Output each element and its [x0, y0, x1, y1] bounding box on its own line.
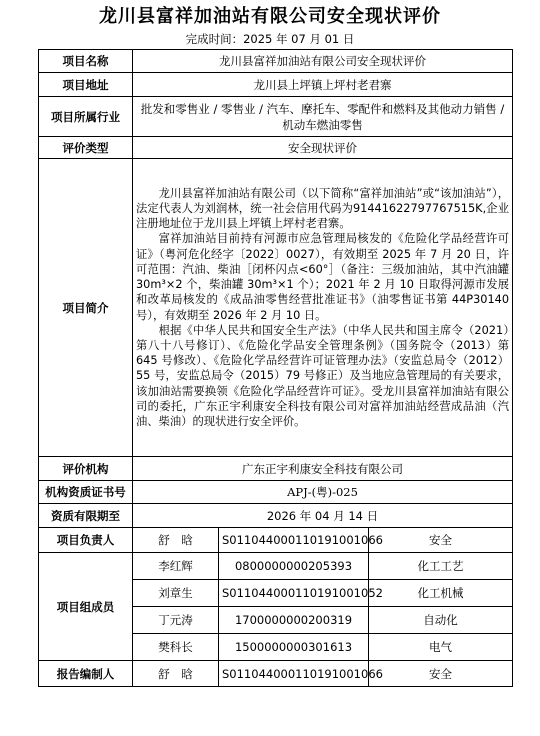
eval-type-label: 评价类型	[39, 137, 133, 159]
row-industry	[39, 97, 513, 137]
cert-no-label: 机构资质证书号	[39, 481, 133, 504]
member-name: 樊科长	[133, 634, 219, 661]
leader-major: 安全	[369, 528, 513, 553]
intro-text	[133, 159, 513, 457]
project-address-value: 龙川县上坪镇上坪村老君寨	[133, 73, 513, 97]
member-cert: 1700000000200319	[219, 607, 369, 634]
project-name-value: 龙川县富祥加油站有限公司安全现状评价	[133, 50, 513, 73]
intro-label: 项目简介	[39, 159, 133, 457]
eval-org-value: 广东正宇利康安全科技有限公司	[133, 457, 513, 481]
member-cert: 1500000000301613	[219, 634, 369, 661]
member-cert: 0800000000205393	[219, 553, 369, 580]
leader-label: 项目负责人	[39, 528, 133, 553]
valid-until-label: 资质有限期至	[39, 504, 133, 528]
evaluation-info-table	[38, 49, 513, 687]
leader-name: 舒 晗	[133, 528, 219, 553]
member-cert: S011044000110191001052	[219, 580, 369, 607]
industry-value: 批发和零售业 / 零售业 / 汽车、摩托车、零配件和燃料及其他动力销售 / 机动车燃油零售	[133, 97, 513, 137]
member-name: 丁元涛	[133, 607, 219, 634]
row-intro	[39, 159, 513, 457]
row-eval-org	[39, 457, 513, 481]
eval-org-label: 评价机构	[39, 457, 133, 481]
member-major: 化工机械	[369, 580, 513, 607]
row-valid-until	[39, 504, 513, 528]
row-author	[39, 661, 513, 687]
intro-paragraph-3: 根据《中华人民共和国安全生产法》（中华人民共和国主席令（2021）第八十八号修订）、《危险化学品安全管理条例》（国务院令（2013）第 645 号修改）、《危险化学品经营许可证管理办法》（安监总局令（2012）55 号，安监总局令（2015）79 号修正）及当地应急管理局的有关要求，该加油站需要换领《危险化学品经营许可证》。受龙川县富祥加油站有限公司的委托，广东正宇利康安全科技有限公司对富祥加油站经营成品油（汽油、柴油）的现状进行安全评价。	[136, 323, 510, 428]
document-title: 龙川县富祥加油站有限公司安全现状评价	[99, 6, 441, 27]
cert-no-value: APJ-(粤)-025	[133, 481, 513, 504]
eval-type-value: 安全现状评价	[133, 137, 513, 159]
completion-date: 完成时间：2025 年 07 月 01 日	[185, 32, 355, 46]
valid-until-value: 2026 年 04 月 14 日	[133, 504, 513, 528]
author-major: 安全	[369, 661, 513, 687]
member-major: 化工工艺	[369, 553, 513, 580]
industry-label: 项目所属行业	[39, 97, 133, 137]
intro-paragraph-2: 富祥加油站目前持有河源市应急管理局核发的《危险化学品经营许可证》（粤河危化经字〔2022〕0027），有效期至 2025 年 7 月 20 日，许可范围：汽油、柴油［闭杯闪点<60°］（备注：三级加油站，其中汽油罐 30m³×2 个，柴油罐 30m³×1 个）；2021 年 2 月 10 日取得河源市发展和改革局核发的《成品油零售经营批准证书》（油零售证书第 44P30140 号），有效期至 2026 年 2 月 10 日。	[136, 232, 510, 322]
intro-paragraph-1: 龙川县富祥加油站有限公司（以下简称“富祥加油站”或“该加油站”），法定代表人为刘润林，统一社会信用代码为91441622797767515K,企业注册地址位于龙川县上坪镇上坪村老君寨。	[136, 186, 510, 231]
author-cert: S011044000110191001066	[219, 661, 369, 687]
row-project-name	[39, 50, 513, 73]
row-eval-type	[39, 137, 513, 159]
author-label: 报告编制人	[39, 661, 133, 687]
member-name: 李红辉	[133, 553, 219, 580]
leader-cert: S011044000110191001066	[219, 528, 369, 553]
row-cert-no	[39, 481, 513, 504]
member-name: 刘章生	[133, 580, 219, 607]
row-project-address	[39, 73, 513, 97]
member-major: 电气	[369, 634, 513, 661]
row-leader	[39, 528, 513, 553]
project-name-label: 项目名称	[39, 50, 133, 73]
project-address-label: 项目地址	[39, 73, 133, 97]
row-member	[39, 553, 513, 580]
author-name: 舒 晗	[133, 661, 219, 687]
members-label: 项目组成员	[39, 553, 133, 661]
member-major: 自动化	[369, 607, 513, 634]
